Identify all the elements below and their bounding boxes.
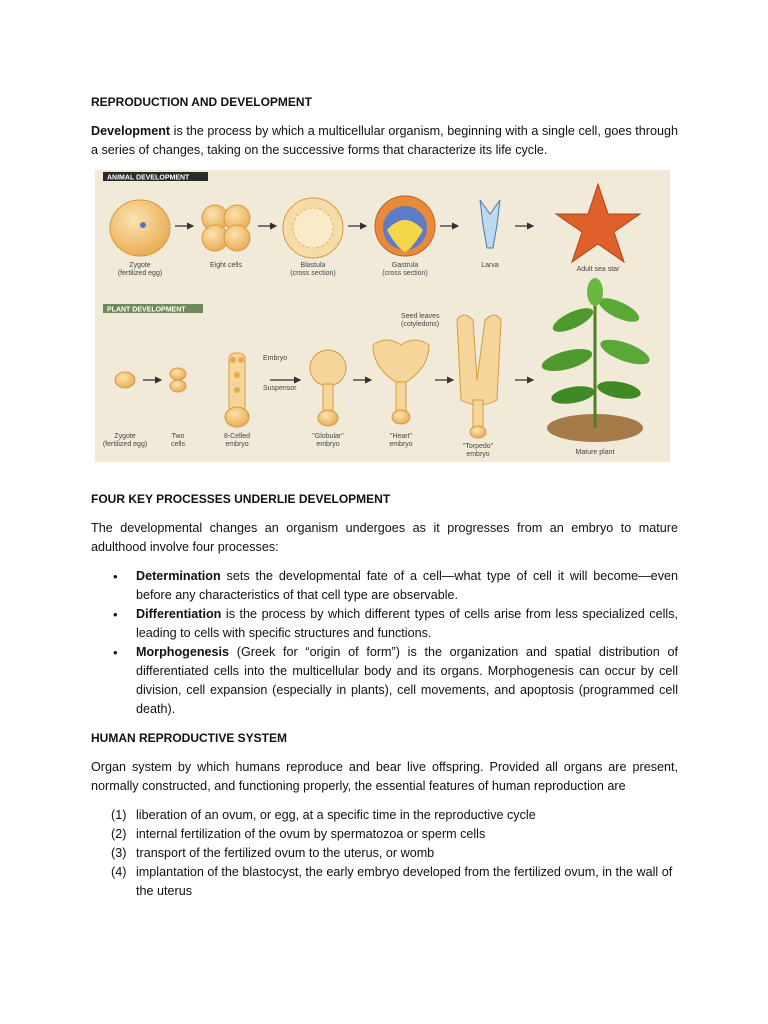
heading-four-key-processes: FOUR KEY PROCESSES UNDERLIE DEVELOPMENT <box>91 492 391 506</box>
label-plant-fertilized-egg: (fertilized egg) <box>102 441 148 448</box>
processes-paragraph: The developmental changes an organism undergoes as it progresses from an embryo to mature adulthood involve four processes: <box>91 521 678 554</box>
development-figure <box>95 170 670 462</box>
reproductive-paragraph: Organ system by which humans reproduce and bear live offspring. Provided all organs are present, normally constructed, and functioning properly, the essential features of human reproduction are <box>91 760 678 793</box>
label-zygote: Zygote <box>129 262 151 269</box>
label-larva: Larva <box>481 262 499 269</box>
label-blastula-section: (cross section) <box>290 270 336 277</box>
zygote-egg-icon <box>110 200 170 256</box>
label-globular-embryo: embryo <box>316 441 340 448</box>
label-blastula: Blastula <box>300 262 326 269</box>
list-item: • Determination sets the developmental fate of a cell—what type of cell it will become—even before any characteristics of that cell type are observable. <box>113 569 678 602</box>
label-suspensor: Suspensor <box>263 385 297 392</box>
list-item: (1) liberation of an ovum, or egg, at a specific time in the reproductive cycle <box>111 808 536 822</box>
text-morphogenesis: (Greek for “origin of form”) is the organization and spatial distribution of differentiated cells into the multicellular body and its organs. Morphogenesis can occur by cell division, cell expansion (especially in plants), cell movements, and apoptosis (programmed cell death). <box>136 645 678 716</box>
list-item: (4) implantation of the blastocyst, the early embryo developed from the fertilized ovum, in the wall of the uterus <box>111 865 673 898</box>
label-adult-sea-star: Adult sea star <box>576 266 620 273</box>
two-cells-icon <box>170 368 186 392</box>
label-heart: "Heart" <box>389 433 413 440</box>
label-torpedo-embryo: embryo <box>466 451 490 458</box>
list-item: • Differentiation is the process by which different types of cells arise from less specialized cells, leading to cells with specific structures and functions. <box>113 607 678 640</box>
label-globular: "Globular" <box>312 433 344 440</box>
development-diagram <box>95 170 670 462</box>
label-two: Two <box>171 433 185 440</box>
intro-paragraph <box>91 122 678 160</box>
intro-term: Development <box>91 124 171 138</box>
gastrula-icon <box>375 196 435 256</box>
label-cotyledons: (cotyledons) <box>401 321 440 328</box>
eight-celled-embryo-icon <box>225 353 249 427</box>
label-gastrula-section: (cross section) <box>382 270 428 277</box>
label-torpedo: "Torpedo" <box>462 443 494 450</box>
features-list <box>91 806 678 901</box>
text-determination: sets the developmental fate of a cell—what type of cell it will become—even before any characteristics of that cell type are observable. <box>136 569 678 602</box>
blastula-icon <box>283 198 343 258</box>
animal-tag: ANIMAL DEVELOPMENT <box>107 174 190 182</box>
label-heart-embryo: embryo <box>389 441 413 448</box>
label-seed-leaves: Seed leaves <box>401 313 440 320</box>
label-mature-plant: Mature plant <box>575 449 615 456</box>
larva-icon <box>480 200 500 248</box>
list-item: (2) internal fertilization of the ovum by spermatozoa or sperm cells <box>111 827 486 841</box>
plant-tag: PLANT DEVELOPMENT <box>107 306 186 314</box>
term-determination: Determination <box>136 569 221 583</box>
mature-plant-icon <box>540 278 653 442</box>
torpedo-embryo-icon <box>457 315 501 438</box>
heading-reproduction-development: REPRODUCTION AND DEVELOPMENT <box>91 95 312 109</box>
process-list <box>91 567 678 719</box>
label-plant-zygote: Zygote <box>114 433 136 440</box>
plant-zygote-icon <box>115 372 135 388</box>
nucleus-icon <box>140 222 146 228</box>
label-eight-celled: 8-Celled <box>223 433 251 440</box>
list-item: (3) transport of the fertilized ovum to the uterus, or womb <box>111 846 435 860</box>
label-embryo: Embryo <box>263 355 288 362</box>
globular-embryo-icon <box>310 350 346 426</box>
heart-embryo-icon <box>373 340 429 424</box>
eight-cells-icon <box>202 205 250 251</box>
sea-star-icon <box>556 184 640 262</box>
label-eight-cells: Eight cells <box>210 262 242 269</box>
heading-human-reproductive-system: HUMAN REPRODUCTIVE SYSTEM <box>91 731 288 745</box>
text-differentiation: is the process by which different types of cells arise from less specialized cells, leading to cells with specific structures and functions. <box>136 607 678 640</box>
label-fertilized-egg: (fertilized egg) <box>117 270 163 277</box>
label-eight-celled-embryo: embryo <box>225 441 249 448</box>
label-cells: cells <box>170 441 186 448</box>
intro-text: is the process by which a multicellular organism, beginning with a single cell, goes through a series of changes, taking on the successive forms that characterize its life cycle. <box>91 124 678 157</box>
list-item: • Morphogenesis (Greek for “origin of form”) is the organization and spatial distribution of differentiated cells into the multicellular body and its organs. Morphogenesis can occur by cell division, cell expansion (especially in plants), cell movements, and apoptosis (programmed cell death). <box>113 645 678 716</box>
term-differentiation: Differentiation <box>136 607 222 621</box>
label-gastrula: Gastrula <box>391 262 419 269</box>
term-morphogenesis: Morphogenesis <box>136 645 230 659</box>
